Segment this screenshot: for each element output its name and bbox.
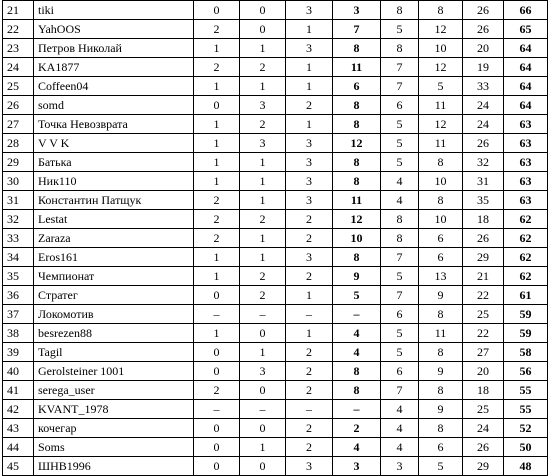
stat-e-cell: 3 bbox=[381, 457, 419, 476]
points-cell: 11 bbox=[333, 58, 381, 77]
player-name-cell: somd bbox=[34, 96, 194, 115]
stat-b-cell: 1 bbox=[240, 153, 286, 172]
total-score-cell: 63 bbox=[504, 172, 548, 191]
rank-cell: 41 bbox=[3, 381, 34, 400]
stat-e-cell: 7 bbox=[381, 248, 419, 267]
player-name-cell: Coffeen04 bbox=[34, 77, 194, 96]
rank-cell: 22 bbox=[3, 20, 34, 39]
table-row bbox=[3, 96, 548, 115]
points-cell: 8 bbox=[333, 362, 381, 381]
stat-c-cell: 3 bbox=[286, 248, 333, 267]
stat-f-cell: 8 bbox=[419, 1, 463, 20]
stat-c-cell: 3 bbox=[286, 39, 333, 58]
stat-a-cell: 1 bbox=[194, 77, 240, 96]
rank-cell: 37 bbox=[3, 305, 34, 324]
player-name-cell: Локомотив bbox=[34, 305, 194, 324]
player-name-cell: Стратег bbox=[34, 286, 194, 305]
stat-g-cell: 18 bbox=[463, 210, 504, 229]
rank-cell: 28 bbox=[3, 134, 34, 153]
stat-g-cell: 20 bbox=[463, 362, 504, 381]
stat-g-cell: 19 bbox=[463, 58, 504, 77]
stat-b-cell: 1 bbox=[240, 172, 286, 191]
rank-cell: 32 bbox=[3, 210, 34, 229]
points-cell: – bbox=[333, 400, 381, 419]
points-cell: 2 bbox=[333, 419, 381, 438]
stat-f-cell: 6 bbox=[419, 248, 463, 267]
stat-e-cell: 5 bbox=[381, 153, 419, 172]
rank-cell: 34 bbox=[3, 248, 34, 267]
table-row bbox=[3, 210, 548, 229]
points-cell: 7 bbox=[333, 20, 381, 39]
stat-g-cell: 32 bbox=[463, 153, 504, 172]
stat-e-cell: 5 bbox=[381, 267, 419, 286]
stat-g-cell: 26 bbox=[463, 1, 504, 20]
player-name-cell: KVANT_1978 bbox=[34, 400, 194, 419]
player-name-cell: Ник110 bbox=[34, 172, 194, 191]
stat-c-cell: 2 bbox=[286, 381, 333, 400]
stat-c-cell: 2 bbox=[286, 267, 333, 286]
points-cell: 8 bbox=[333, 115, 381, 134]
table-row bbox=[3, 419, 548, 438]
stat-g-cell: 21 bbox=[463, 267, 504, 286]
stat-g-cell: 24 bbox=[463, 419, 504, 438]
points-cell: 8 bbox=[333, 96, 381, 115]
stat-c-cell: 2 bbox=[286, 343, 333, 362]
stat-c-cell: 1 bbox=[286, 77, 333, 96]
stat-a-cell: 1 bbox=[194, 153, 240, 172]
stat-e-cell: 7 bbox=[381, 381, 419, 400]
stat-g-cell: 26 bbox=[463, 20, 504, 39]
stat-b-cell: 0 bbox=[240, 419, 286, 438]
stat-c-cell: 1 bbox=[286, 115, 333, 134]
table-row bbox=[3, 267, 548, 286]
player-name-cell: Zaraza bbox=[34, 229, 194, 248]
stat-f-cell: 6 bbox=[419, 229, 463, 248]
table-row bbox=[3, 362, 548, 381]
stat-g-cell: 27 bbox=[463, 343, 504, 362]
player-name-cell: KA1877 bbox=[34, 58, 194, 77]
player-name-cell: serega_user bbox=[34, 381, 194, 400]
table-row bbox=[3, 400, 548, 419]
table-row bbox=[3, 191, 548, 210]
stat-e-cell: 4 bbox=[381, 400, 419, 419]
stat-b-cell: 1 bbox=[240, 248, 286, 267]
player-name-cell: Константин Патщук bbox=[34, 191, 194, 210]
stat-f-cell: 11 bbox=[419, 134, 463, 153]
stat-c-cell: 3 bbox=[286, 153, 333, 172]
stat-b-cell: 2 bbox=[240, 115, 286, 134]
rank-cell: 38 bbox=[3, 324, 34, 343]
total-score-cell: 55 bbox=[504, 400, 548, 419]
rank-cell: 39 bbox=[3, 343, 34, 362]
total-score-cell: 65 bbox=[504, 20, 548, 39]
stat-f-cell: 10 bbox=[419, 172, 463, 191]
table-row bbox=[3, 324, 548, 343]
stat-c-cell: 1 bbox=[286, 324, 333, 343]
stat-b-cell: 1 bbox=[240, 229, 286, 248]
stat-f-cell: 8 bbox=[419, 191, 463, 210]
stat-f-cell: 10 bbox=[419, 210, 463, 229]
table-row bbox=[3, 39, 548, 58]
points-cell: – bbox=[333, 305, 381, 324]
total-score-cell: 64 bbox=[504, 96, 548, 115]
stat-a-cell: 2 bbox=[194, 191, 240, 210]
stat-b-cell: – bbox=[240, 400, 286, 419]
player-name-cell: V V K bbox=[34, 134, 194, 153]
stat-f-cell: 10 bbox=[419, 39, 463, 58]
stat-a-cell: 0 bbox=[194, 343, 240, 362]
table-row bbox=[3, 134, 548, 153]
points-cell: 3 bbox=[333, 457, 381, 476]
points-cell: 9 bbox=[333, 267, 381, 286]
stat-a-cell: 0 bbox=[194, 362, 240, 381]
total-score-cell: 50 bbox=[504, 438, 548, 457]
table-row bbox=[3, 1, 548, 20]
total-score-cell: 64 bbox=[504, 58, 548, 77]
stat-g-cell: 31 bbox=[463, 172, 504, 191]
points-cell: 12 bbox=[333, 210, 381, 229]
rank-cell: 27 bbox=[3, 115, 34, 134]
points-cell: 12 bbox=[333, 134, 381, 153]
stat-c-cell: 1 bbox=[286, 58, 333, 77]
stat-f-cell: 11 bbox=[419, 324, 463, 343]
stat-f-cell: 12 bbox=[419, 20, 463, 39]
standings-body bbox=[3, 1, 548, 476]
points-cell: 8 bbox=[333, 248, 381, 267]
stat-a-cell: 2 bbox=[194, 381, 240, 400]
stat-a-cell: 1 bbox=[194, 39, 240, 58]
player-name-cell: Tagil bbox=[34, 343, 194, 362]
points-cell: 4 bbox=[333, 343, 381, 362]
stat-a-cell: 0 bbox=[194, 96, 240, 115]
stat-b-cell: 1 bbox=[240, 343, 286, 362]
player-name-cell: ШНВ1996 bbox=[34, 457, 194, 476]
stat-f-cell: 6 bbox=[419, 438, 463, 457]
points-cell: 11 bbox=[333, 191, 381, 210]
stat-f-cell: 9 bbox=[419, 362, 463, 381]
points-cell: 8 bbox=[333, 153, 381, 172]
stat-e-cell: 8 bbox=[381, 229, 419, 248]
table-row bbox=[3, 305, 548, 324]
stat-b-cell: 1 bbox=[240, 77, 286, 96]
stat-b-cell: 0 bbox=[240, 381, 286, 400]
total-score-cell: 64 bbox=[504, 77, 548, 96]
total-score-cell: 48 bbox=[504, 457, 548, 476]
stat-a-cell: 1 bbox=[194, 134, 240, 153]
rank-cell: 24 bbox=[3, 58, 34, 77]
rank-cell: 33 bbox=[3, 229, 34, 248]
stat-c-cell: 3 bbox=[286, 134, 333, 153]
stat-a-cell: 2 bbox=[194, 58, 240, 77]
stat-b-cell: – bbox=[240, 305, 286, 324]
stat-a-cell: – bbox=[194, 305, 240, 324]
stat-b-cell: 3 bbox=[240, 362, 286, 381]
stat-f-cell: 9 bbox=[419, 286, 463, 305]
rank-cell: 23 bbox=[3, 39, 34, 58]
stat-a-cell: 0 bbox=[194, 419, 240, 438]
stat-e-cell: 8 bbox=[381, 39, 419, 58]
stat-g-cell: 18 bbox=[463, 381, 504, 400]
stat-b-cell: 2 bbox=[240, 210, 286, 229]
stat-e-cell: 7 bbox=[381, 286, 419, 305]
table-row bbox=[3, 77, 548, 96]
stat-c-cell: 3 bbox=[286, 191, 333, 210]
rank-cell: 29 bbox=[3, 153, 34, 172]
stat-a-cell: 1 bbox=[194, 248, 240, 267]
stat-g-cell: 26 bbox=[463, 438, 504, 457]
stat-c-cell: – bbox=[286, 400, 333, 419]
stat-g-cell: 26 bbox=[463, 229, 504, 248]
stat-g-cell: 26 bbox=[463, 134, 504, 153]
stat-c-cell: 3 bbox=[286, 1, 333, 20]
total-score-cell: 62 bbox=[504, 248, 548, 267]
total-score-cell: 63 bbox=[504, 191, 548, 210]
player-name-cell: tiki bbox=[34, 1, 194, 20]
stat-g-cell: 25 bbox=[463, 400, 504, 419]
stat-f-cell: 8 bbox=[419, 381, 463, 400]
points-cell: 8 bbox=[333, 381, 381, 400]
stat-a-cell: 2 bbox=[194, 210, 240, 229]
stat-e-cell: 5 bbox=[381, 343, 419, 362]
total-score-cell: 63 bbox=[504, 153, 548, 172]
stat-f-cell: 12 bbox=[419, 115, 463, 134]
rank-cell: 25 bbox=[3, 77, 34, 96]
total-score-cell: 52 bbox=[504, 419, 548, 438]
stat-a-cell: 1 bbox=[194, 172, 240, 191]
points-cell: 5 bbox=[333, 286, 381, 305]
stat-a-cell: 2 bbox=[194, 20, 240, 39]
rank-cell: 45 bbox=[3, 457, 34, 476]
total-score-cell: 62 bbox=[504, 210, 548, 229]
player-name-cell: Gerolsteiner 1001 bbox=[34, 362, 194, 381]
stat-a-cell: 0 bbox=[194, 438, 240, 457]
stat-b-cell: 1 bbox=[240, 39, 286, 58]
rank-cell: 21 bbox=[3, 1, 34, 20]
stat-e-cell: 4 bbox=[381, 419, 419, 438]
rank-cell: 26 bbox=[3, 96, 34, 115]
stat-c-cell: 2 bbox=[286, 210, 333, 229]
stat-e-cell: 6 bbox=[381, 305, 419, 324]
rank-cell: 30 bbox=[3, 172, 34, 191]
stat-f-cell: 9 bbox=[419, 400, 463, 419]
stat-b-cell: 2 bbox=[240, 286, 286, 305]
stat-b-cell: 0 bbox=[240, 1, 286, 20]
total-score-cell: 62 bbox=[504, 267, 548, 286]
stat-e-cell: 4 bbox=[381, 191, 419, 210]
stat-e-cell: 5 bbox=[381, 134, 419, 153]
total-score-cell: 63 bbox=[504, 115, 548, 134]
stat-e-cell: 6 bbox=[381, 96, 419, 115]
total-score-cell: 64 bbox=[504, 39, 548, 58]
stat-c-cell: 2 bbox=[286, 438, 333, 457]
stat-a-cell: 0 bbox=[194, 286, 240, 305]
rank-cell: 36 bbox=[3, 286, 34, 305]
player-name-cell: Чемпионат bbox=[34, 267, 194, 286]
player-name-cell: Eros161 bbox=[34, 248, 194, 267]
stat-e-cell: 4 bbox=[381, 438, 419, 457]
stat-f-cell: 8 bbox=[419, 343, 463, 362]
stat-g-cell: 22 bbox=[463, 286, 504, 305]
stat-b-cell: 3 bbox=[240, 134, 286, 153]
total-score-cell: 58 bbox=[504, 343, 548, 362]
table-row bbox=[3, 248, 548, 267]
points-cell: 4 bbox=[333, 324, 381, 343]
table-row bbox=[3, 343, 548, 362]
points-cell: 10 bbox=[333, 229, 381, 248]
stat-g-cell: 24 bbox=[463, 96, 504, 115]
stat-f-cell: 13 bbox=[419, 267, 463, 286]
points-cell: 6 bbox=[333, 77, 381, 96]
table-row bbox=[3, 286, 548, 305]
stat-c-cell: 2 bbox=[286, 419, 333, 438]
stat-a-cell: 0 bbox=[194, 457, 240, 476]
stat-c-cell: 3 bbox=[286, 172, 333, 191]
stat-f-cell: 5 bbox=[419, 457, 463, 476]
rank-cell: 44 bbox=[3, 438, 34, 457]
stat-e-cell: 5 bbox=[381, 115, 419, 134]
total-score-cell: 59 bbox=[504, 305, 548, 324]
stat-g-cell: 25 bbox=[463, 305, 504, 324]
stat-e-cell: 8 bbox=[381, 210, 419, 229]
player-name-cell: besrezen88 bbox=[34, 324, 194, 343]
stat-e-cell: 4 bbox=[381, 172, 419, 191]
stat-e-cell: 5 bbox=[381, 20, 419, 39]
total-score-cell: 59 bbox=[504, 324, 548, 343]
table-row bbox=[3, 153, 548, 172]
table-row bbox=[3, 172, 548, 191]
stat-c-cell: 2 bbox=[286, 362, 333, 381]
total-score-cell: 55 bbox=[504, 381, 548, 400]
stat-f-cell: 8 bbox=[419, 305, 463, 324]
stat-f-cell: 5 bbox=[419, 77, 463, 96]
stat-g-cell: 35 bbox=[463, 191, 504, 210]
stat-b-cell: 0 bbox=[240, 324, 286, 343]
stat-e-cell: 5 bbox=[381, 324, 419, 343]
stat-c-cell: 1 bbox=[286, 286, 333, 305]
stat-g-cell: 24 bbox=[463, 115, 504, 134]
stat-c-cell: 1 bbox=[286, 20, 333, 39]
stat-a-cell: 0 bbox=[194, 1, 240, 20]
stat-b-cell: 2 bbox=[240, 267, 286, 286]
stat-f-cell: 12 bbox=[419, 58, 463, 77]
standings-table bbox=[2, 0, 548, 476]
stat-f-cell: 8 bbox=[419, 153, 463, 172]
stat-f-cell: 11 bbox=[419, 96, 463, 115]
stat-a-cell: 1 bbox=[194, 267, 240, 286]
table-row bbox=[3, 58, 548, 77]
stat-g-cell: 22 bbox=[463, 324, 504, 343]
stat-b-cell: 0 bbox=[240, 457, 286, 476]
stat-f-cell: 8 bbox=[419, 419, 463, 438]
player-name-cell: Soms bbox=[34, 438, 194, 457]
table-row bbox=[3, 115, 548, 134]
stat-b-cell: 2 bbox=[240, 58, 286, 77]
points-cell: 4 bbox=[333, 438, 381, 457]
stat-g-cell: 20 bbox=[463, 39, 504, 58]
stat-a-cell: 1 bbox=[194, 115, 240, 134]
rank-cell: 31 bbox=[3, 191, 34, 210]
total-score-cell: 66 bbox=[504, 1, 548, 20]
stat-c-cell: 2 bbox=[286, 96, 333, 115]
stat-g-cell: 33 bbox=[463, 77, 504, 96]
stat-e-cell: 7 bbox=[381, 58, 419, 77]
player-name-cell: Lestat bbox=[34, 210, 194, 229]
player-name-cell: Батька bbox=[34, 153, 194, 172]
stat-e-cell: 8 bbox=[381, 1, 419, 20]
stat-b-cell: 1 bbox=[240, 191, 286, 210]
table-row bbox=[3, 438, 548, 457]
stat-g-cell: 29 bbox=[463, 457, 504, 476]
stat-b-cell: 3 bbox=[240, 96, 286, 115]
stat-e-cell: 6 bbox=[381, 362, 419, 381]
points-cell: 8 bbox=[333, 39, 381, 58]
stat-c-cell: – bbox=[286, 305, 333, 324]
stat-a-cell: 1 bbox=[194, 324, 240, 343]
rank-cell: 42 bbox=[3, 400, 34, 419]
player-name-cell: кочегар bbox=[34, 419, 194, 438]
table-row bbox=[3, 20, 548, 39]
stat-a-cell: 2 bbox=[194, 229, 240, 248]
stat-b-cell: 0 bbox=[240, 20, 286, 39]
stat-b-cell: 1 bbox=[240, 438, 286, 457]
stat-g-cell: 29 bbox=[463, 248, 504, 267]
total-score-cell: 62 bbox=[504, 229, 548, 248]
table-row bbox=[3, 381, 548, 400]
rank-cell: 40 bbox=[3, 362, 34, 381]
table-row bbox=[3, 457, 548, 476]
total-score-cell: 56 bbox=[504, 362, 548, 381]
total-score-cell: 63 bbox=[504, 134, 548, 153]
rank-cell: 43 bbox=[3, 419, 34, 438]
player-name-cell: YahOOS bbox=[34, 20, 194, 39]
stat-c-cell: 2 bbox=[286, 229, 333, 248]
points-cell: 8 bbox=[333, 172, 381, 191]
rank-cell: 35 bbox=[3, 267, 34, 286]
points-cell: 3 bbox=[333, 1, 381, 20]
stat-e-cell: 7 bbox=[381, 77, 419, 96]
stat-a-cell: – bbox=[194, 400, 240, 419]
table-row bbox=[3, 229, 548, 248]
total-score-cell: 61 bbox=[504, 286, 548, 305]
player-name-cell: Точка Невозврата bbox=[34, 115, 194, 134]
player-name-cell: Петров Николай bbox=[34, 39, 194, 58]
stat-c-cell: 3 bbox=[286, 457, 333, 476]
